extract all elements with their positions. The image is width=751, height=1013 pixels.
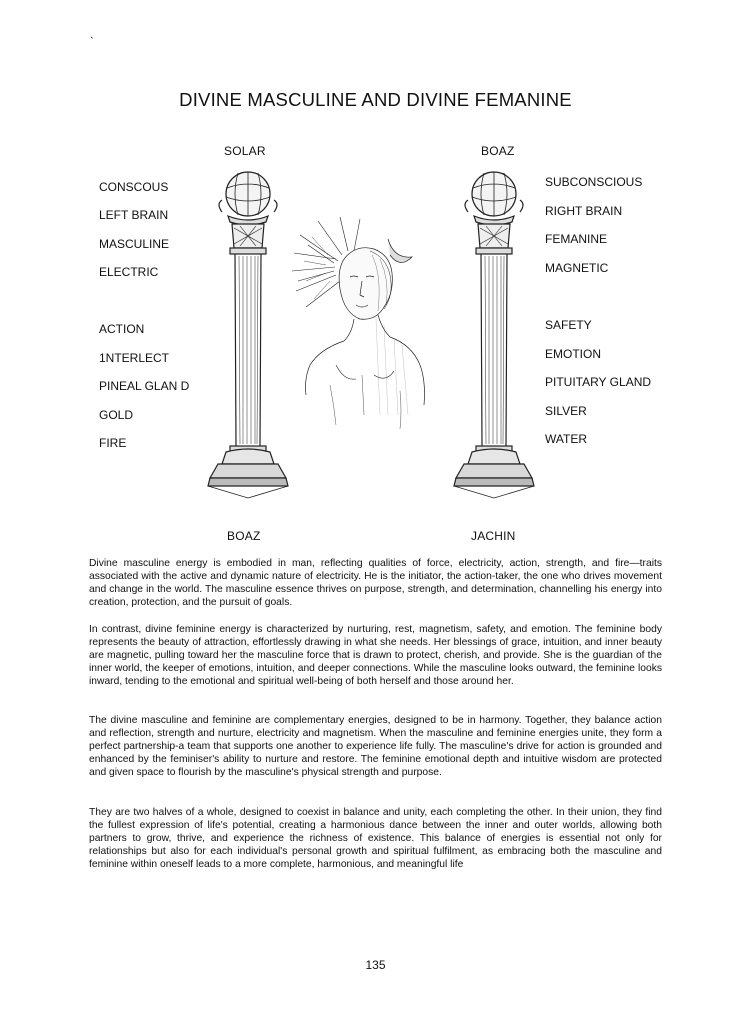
right-attr-pituitary: PITUITARY GLAND — [545, 375, 652, 389]
left-attr-pineal: PINEAL GLAN D — [99, 379, 190, 393]
left-attr-masculine: MASCULINE — [99, 237, 170, 251]
right-attr-right-brain: RIGHT BRAIN — [545, 204, 623, 218]
right-attr-feminine: FEMANINE — [545, 232, 608, 246]
right-attr-emotion: EMOTION — [545, 347, 601, 361]
left-attr-fire: FIRE — [99, 436, 127, 450]
body-paragraph-1: Divine masculine energy is embodied in man, reflecting qualities of force, electricity, action, strength, and fire—traits associated with the active and dynamic nature of electricity. He is the initiator, the action-taker, the one who drives movement and change in the world. The masculine essence thrives on purpose, strength, and determination, channelling his energy into creation, protection, and the pursuit of goals. — [89, 558, 662, 608]
left-attr-gold: GOLD — [99, 408, 134, 422]
right-attr-safety: SAFETY — [545, 318, 592, 332]
label-solar: SOLAR — [224, 144, 266, 158]
sun-moon-figure-illustration — [290, 215, 440, 445]
right-attr-silver: SILVER — [545, 404, 587, 418]
left-attr-electric: ELECTRIC — [99, 265, 159, 279]
left-attr-conscious: CONSCOUS — [99, 180, 169, 194]
page-number: 135 — [365, 958, 386, 972]
stray-mark: ` — [90, 36, 94, 48]
left-attr-action: ACTION — [99, 322, 145, 336]
left-attr-intellect: 1NTERLECT — [99, 351, 170, 365]
right-attr-magnetic: MAGNETIC — [545, 261, 609, 275]
label-boaz-top: BOAZ — [481, 144, 515, 158]
right-attr-subconscious: SUBCONSCIOUS — [545, 175, 643, 189]
body-paragraph-4: They are two halves of a whole, designed to coexist in balance and unity, each completing the other. In their union, they find the fullest expression of life's potential, creating a harmonious dance between the inner and outer worlds, allowing both partners to grow, thrive, and experience the richness of existence. This balance of energies is essential not only for relationships but also for each individual's personal growth and spiritual fulfilment, as embracing both the masculine and feminine within oneself leads to a more complete, harmonious, and meaningful life — [89, 807, 662, 870]
page-title: DIVINE MASCULINE AND DIVINE FEMANINE — [179, 89, 572, 110]
right-pillar-illustration — [446, 164, 542, 504]
left-pillar-illustration — [200, 164, 296, 504]
body-paragraph-3: The divine masculine and feminine are complementary energies, designed to be in harmony. Together, they balance action and reflection, strength and nurture, electricity and magnetism. When the masculine and feminine energies unite, they form a perfect partnership-a team that supports one another to experience life fully. The masculine's drive for action is grounded and enhanced by the feminiser's ability to nurture and restore. The feminine emotional depth and intuitive wisdom are protected and given space to flourish by the masculine's physical strength and purpose. — [89, 715, 662, 778]
body-paragraph-2: In contrast, divine feminine energy is characterized by nurturing, rest, magnetism, safety, and emotion. The feminine body represents the beauty of attraction, effortlessly drawing in what she needs. Her blessings of grace, intuition, and inner beauty are magnetic, pulling toward her the masculine force that is drawn to protect, cherish, and provide. She is the guardian of the inner world, the keeper of emotions, intuition, and deeper connections. While the masculine looks outward, the feminine looks inward, tending to the emotional and spiritual well-being of both herself and those around her. — [89, 624, 662, 687]
label-boaz-bottom: BOAZ — [227, 529, 261, 543]
label-jachin: JACHIN — [471, 529, 516, 543]
right-attr-water: WATER — [545, 432, 587, 446]
left-attr-left-brain: LEFT BRAIN — [99, 208, 169, 222]
